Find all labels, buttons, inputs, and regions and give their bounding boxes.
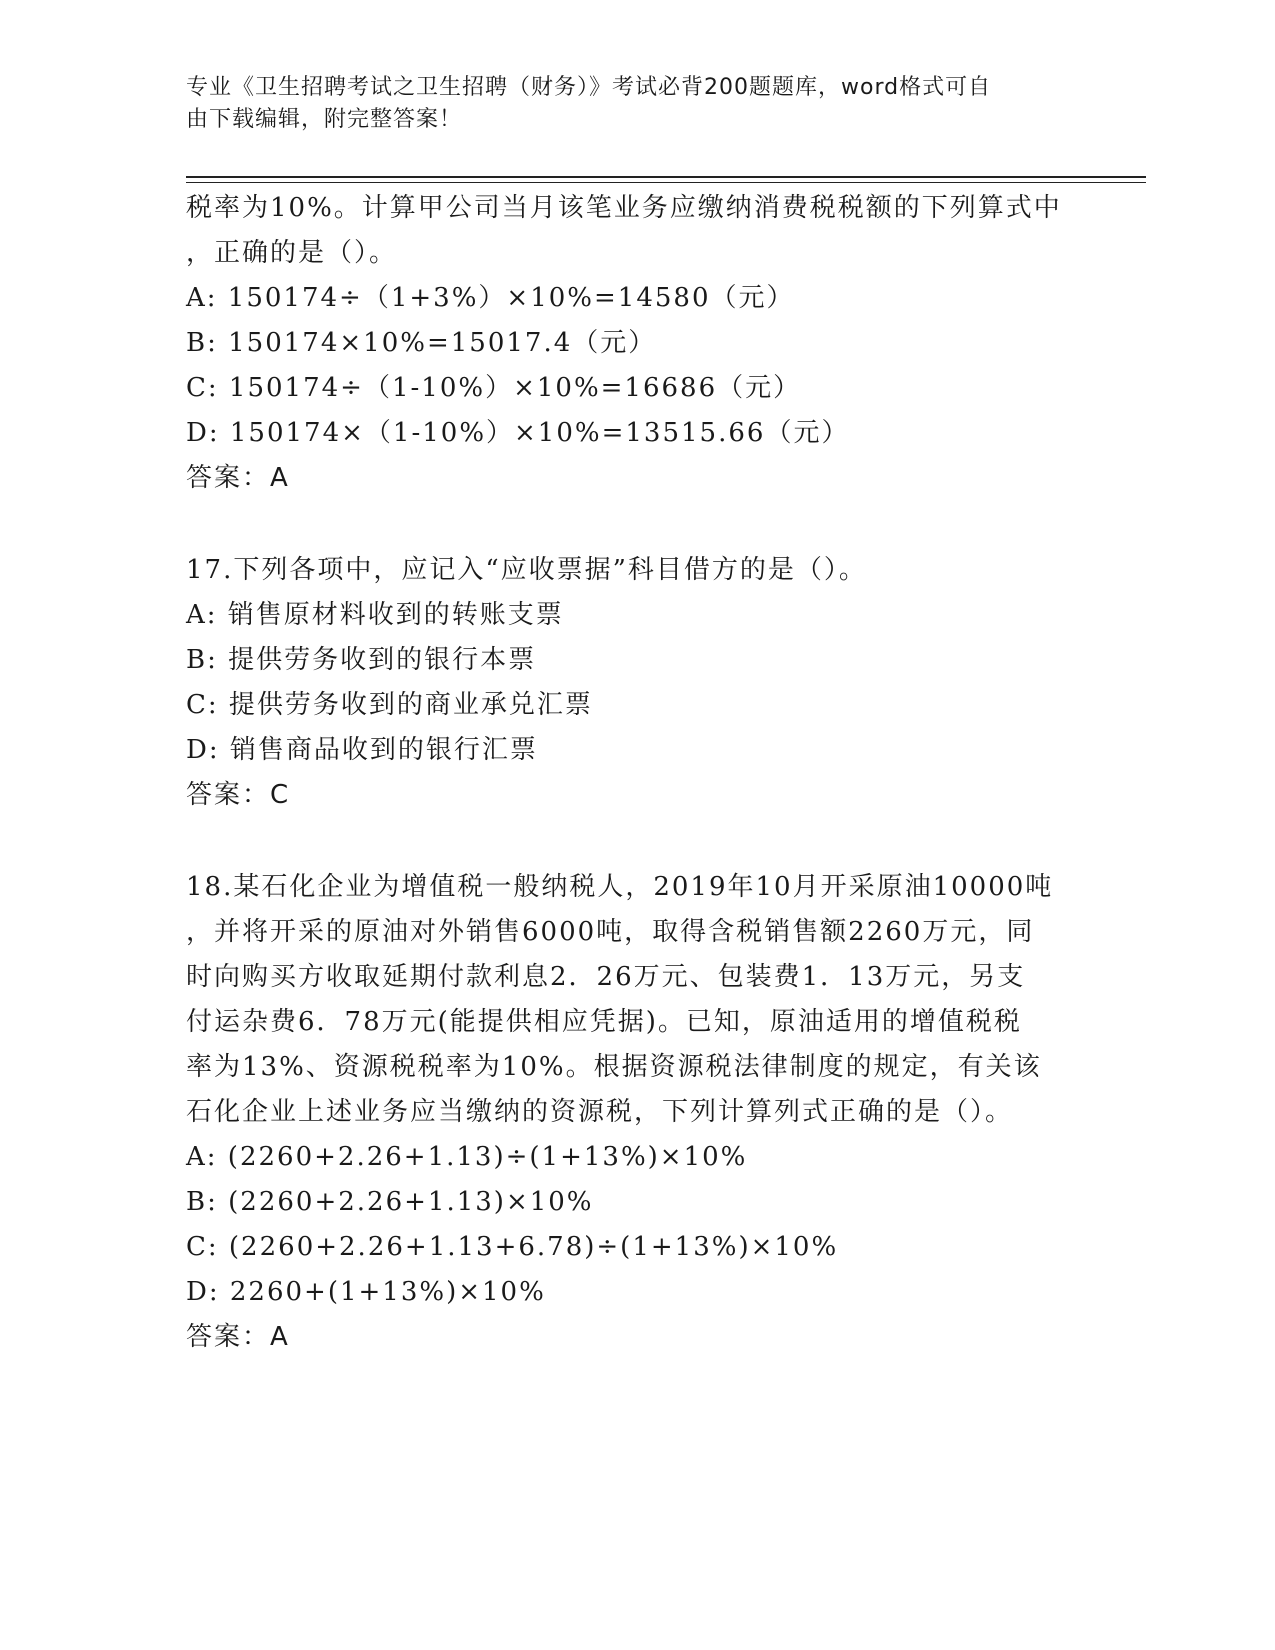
option-c: C: 提供劳务收到的商业承兑汇票 xyxy=(186,690,593,720)
question-stem-line: 时向购买方收取延期付款利息2．26万元、包装费1．13万元，另支 xyxy=(186,962,1026,992)
header-divider-thick xyxy=(186,176,1146,178)
option-a: A: 销售原材料收到的转账支票 xyxy=(186,600,564,630)
option-b: B: 提供劳务收到的银行本票 xyxy=(186,645,537,675)
question-17 xyxy=(186,548,1086,818)
option-a: A: (2260+2.26+1.13)÷(1+13%)×10% xyxy=(186,1142,748,1172)
header-line-2: 由下载编辑，附完整答案！ xyxy=(186,107,463,132)
answer-line: 答案：A xyxy=(186,463,290,493)
document-body xyxy=(186,186,1086,1360)
option-c: C: 150174÷（1-10%）×10%=16686（元） xyxy=(186,373,802,403)
question-16 xyxy=(186,186,1086,501)
question-stem-line: 税率为10%。计算甲公司当月该笔业务应缴纳消费税税额的下列算式中 xyxy=(186,193,1062,223)
question-stem-line: 付运杂费6．78万元(能提供相应凭据)。已知，原油适用的增值税税 xyxy=(186,1007,1022,1037)
option-c: C: (2260+2.26+1.13+6.78)÷(1+13%)×10% xyxy=(186,1232,839,1262)
question-18 xyxy=(186,865,1086,1360)
option-d: D: 150174×（1-10%）×10%=13515.66（元） xyxy=(186,418,850,448)
page-header xyxy=(186,72,1066,136)
question-stem-line: 17.下列各项中，应记入“应收票据”科目借方的是（）。 xyxy=(186,555,867,585)
question-stem-line: 18.某石化企业为增值税一般纳税人，2019年10月开采原油10000吨 xyxy=(186,872,1054,902)
question-stem-line: 石化企业上述业务应当缴纳的资源税，下列计算列式正确的是（）。 xyxy=(186,1097,1014,1127)
header-divider-thin xyxy=(186,182,1146,183)
option-a: A: 150174÷（1+3%）×10%=14580（元） xyxy=(186,283,795,313)
option-b: B: 150174×10%=15017.4（元） xyxy=(186,328,657,358)
option-d: D: 2260+(1+13%)×10% xyxy=(186,1277,546,1307)
question-stem-line: ，正确的是（）。 xyxy=(186,238,398,268)
option-b: B: (2260+2.26+1.13)×10% xyxy=(186,1187,594,1217)
question-stem-line: ，并将开采的原油对外销售6000吨，取得含税销售额2260万元，同 xyxy=(186,917,1035,947)
header-line-1: 专业《卫生招聘考试之卫生招聘（财务）》考试必背200题题库，word格式可自 xyxy=(186,75,992,100)
option-d: D: 销售商品收到的银行汇票 xyxy=(186,735,538,765)
answer-line: 答案：A xyxy=(186,1322,290,1352)
question-stem-line: 率为13%、资源税税率为10%。根据资源税法律制度的规定，有关该 xyxy=(186,1052,1042,1082)
answer-line: 答案：C xyxy=(186,780,291,810)
